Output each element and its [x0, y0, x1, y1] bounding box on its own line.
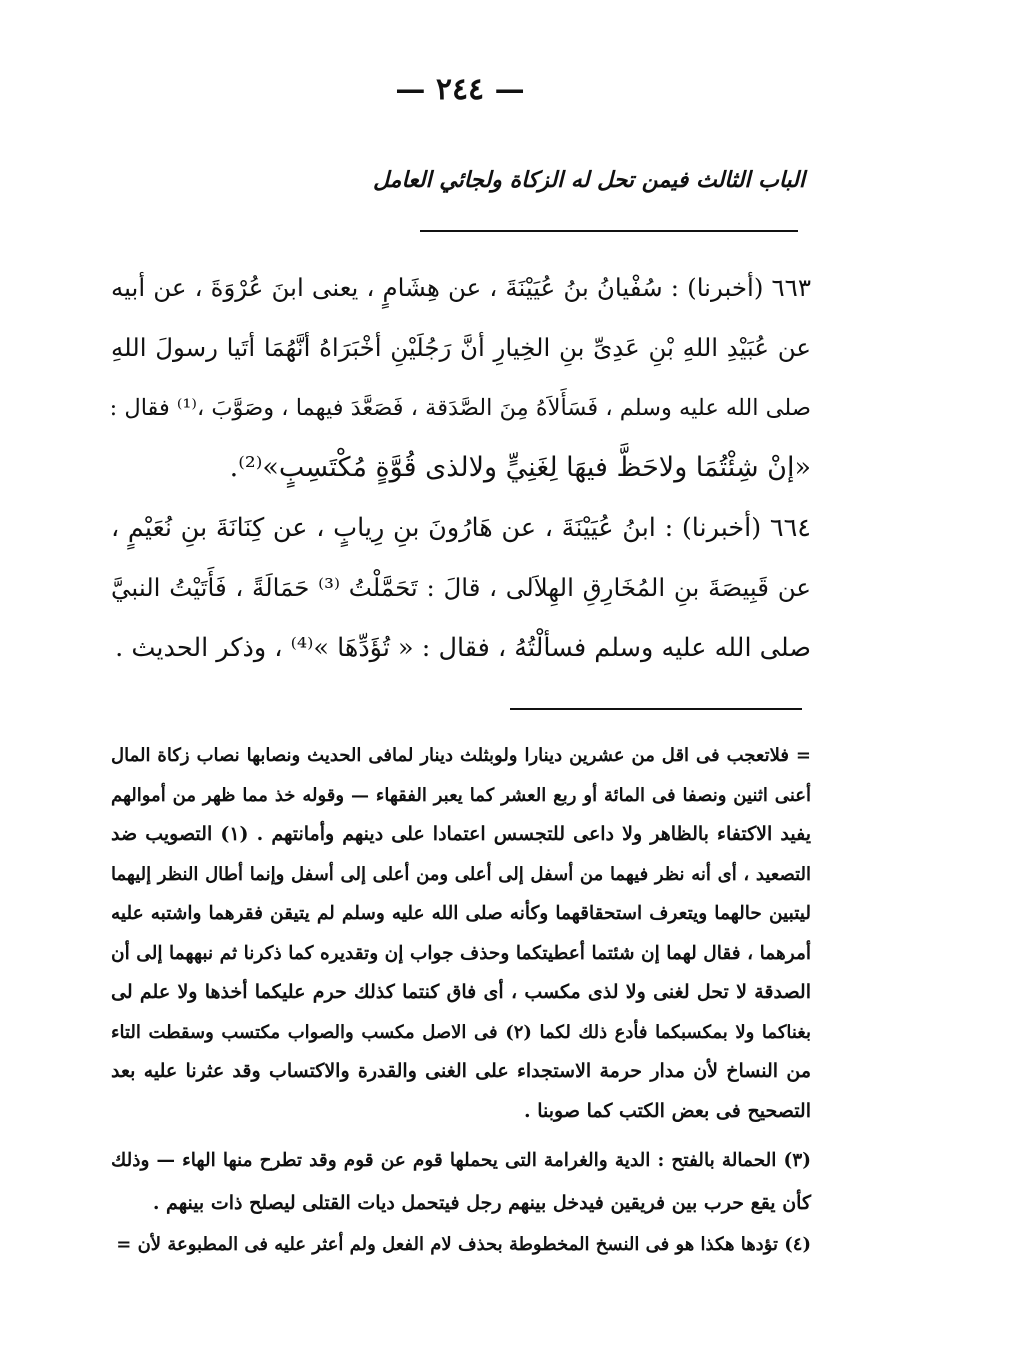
main-text-line: ٦٦٤ (أخبرنا) : ابنُ عُيَيْنَةَ ، عن هَارُونَ بنِ رِيابٍ ، عن كِنَانَةَ بنِ نُعَيْمٍ ،	[111, 513, 811, 543]
footnote-line: (٣) الحمالة بالفتح : الدية والغرامة التى يحملها قوم عن قوم وقد تطرح منها الهاء — وذلك	[111, 1150, 811, 1171]
main-text	[111, 258, 811, 678]
footnote-line: أعنى اثنين ونصفا فى المائة أو ربع العشر كما يعبر الفقهاء — وقوله خذ مما ظهر من أموالهم	[111, 784, 811, 806]
chapter-title: الباب الثالث فيمن تحل له الزكاة ولجائي العامل	[373, 167, 805, 193]
footnote-line: كأن يقع حرب بين فريقين فيدخل بينهم رجل فيتحمل ديات القتلى ليصلح ذات بينهم .	[152, 1192, 811, 1214]
main-text-line: صلى الله عليه وسلم فسألْتُهُ ، فقال : « تُؤَدِّهَا »⁽⁴⁾ ، وذكر الحديث .	[115, 633, 811, 663]
footnote-line: التصعيد ، أى أنه نظر فيهما من أسفل إلى أعلى ومن أعلى إلى أسفل وإنما أطال النظر إليهما	[111, 863, 811, 885]
footnote-line: يفيد الاكتفاء بالظاهر ولا داعى للتجسس اعتمادا على دينهم وأمانتهم . (١) التصويب ضد	[111, 823, 811, 845]
main-text-line: عن عُبَيْدِ اللهِ بْنِ عَدِىِّ بنِ الخِيارِ أنَّ رَجُلَيْنِ أخْبَرَاهُ أنَّهُمَا أتَيا رسولَ اللهِ	[111, 333, 811, 362]
footnote-line: = فلاتعجب فى اقل من عشرين دينارا ولوبثلث دينار لمافى الحديث ونصابها نصاب زكاة المال	[111, 745, 811, 766]
footnote-line: (٤) تؤدها هكذا هو فى النسخ المخطوطة بحذف لام الفعل ولم أعثر عليه فى المطبوعة لأن =	[116, 1234, 811, 1255]
page-number: — ٢٤٤ —	[395, 72, 525, 107]
footnote-separator	[510, 708, 802, 710]
main-text-line: ٦٦٣ (أخبرنا) : سُفْيانُ بنُ عُيَيْنَةَ ، عن هِشَامٍ ، يعنى ابنَ عُرْوَةَ ، عن أبيه	[111, 273, 811, 302]
footnotes	[111, 736, 811, 1131]
main-text-line: «إنْ شِئْتُمَا ولاحَظَّ فيهَا لِغَنِيٍّ ولالذى قُوَّةٍ مُكْتَسِبٍ»⁽²⁾.	[229, 452, 811, 483]
title-underline	[420, 230, 798, 232]
footnote-line: من النساخ لأن مدار حرمة الاستجداء على الغنى والقدرة والاكتساب وقد عثرنا عليه بعد	[111, 1060, 811, 1082]
footnote-line: ليتبين حالهما ويتعرف استحقاقهما وكأنه صلى الله عليه وسلم لم يتيقن فقرهما واشتبه عليه	[111, 903, 811, 924]
footnote-line: الصدقة لا تحل لغنى ولا لذى مكسب ، أى فاق كنتما كذلك حرم عليكما أخذها ولا علم لى	[111, 981, 811, 1003]
footnote-line: أمرهما ، فقال لهما إن شئتما أعطيتكما وحذف جواب إن وتقديره كما ذكرنا ثم نبههما إلى أن	[111, 942, 811, 964]
footnote-line: بغناكما ولا بمكسبكما فأدع ذلك لكما (٢) فى الاصل مكسب والصواب مكتسب وسقطت التاء	[111, 1021, 812, 1043]
footnotes-continued	[111, 1140, 811, 1266]
main-text-line: عن قَبِيصَةَ بنِ المُخَارِقِ الهِلاَلى ، قالَ : تَحَمَّلْتُ ⁽³⁾ حَمَالَةً ، فَأَتَيْتُ النبيَّ	[111, 573, 811, 602]
footnote-line: التصحيح فى بعض الكتب كما صوبنا .	[523, 1099, 811, 1122]
main-text-line: صلى الله عليه وسلم ، فَسَأَلاَهُ مِنَ الصَّدَقة ، فَصَعَّدَ فيهما ، وصَوَّبَ ،⁽¹⁾ فقال :	[109, 395, 811, 421]
